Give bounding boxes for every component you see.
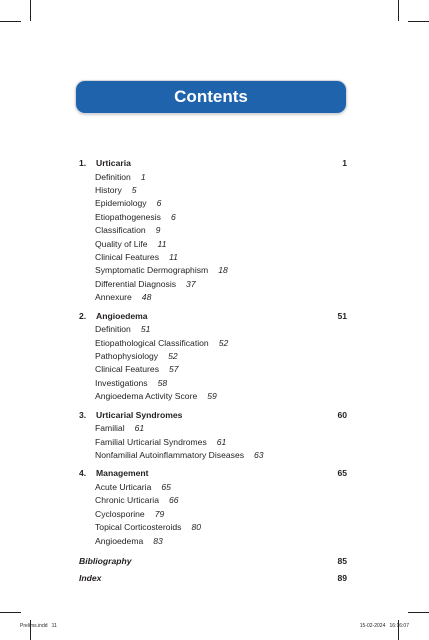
- section-page-number: 52: [218, 337, 229, 348]
- section-page-number: 52: [168, 350, 178, 361]
- section-page-number: 83: [153, 535, 163, 546]
- endmatter-title: Index: [79, 572, 102, 583]
- section-entry[interactable]: [79, 251, 349, 264]
- crop-mark: [408, 612, 429, 613]
- section-page-number: 59: [207, 391, 217, 402]
- section-page-number: 11: [169, 251, 178, 262]
- section-title: Nonfamilial Autoinflammatory Diseases: [95, 449, 245, 460]
- section-entry[interactable]: [79, 494, 349, 507]
- chapter-page-number: 1: [342, 158, 347, 168]
- section-title: Topical Corticosteroids: [95, 522, 182, 533]
- crop-mark: [408, 21, 429, 22]
- chapter-number: 1.: [79, 158, 87, 168]
- chapter-title: Angioedema: [96, 310, 148, 321]
- section-entry[interactable]: [79, 337, 349, 350]
- chapter-title: Urticaria: [96, 158, 131, 168]
- endmatter-entry[interactable]: [79, 570, 349, 587]
- section-title: Symptomatic Dermographism: [95, 265, 209, 276]
- chapter-page-number: 65: [337, 468, 347, 479]
- section-entry[interactable]: [79, 211, 349, 224]
- section-title: Clinical Features: [95, 364, 159, 375]
- section-title: Cyclosporine: [95, 508, 145, 519]
- section-entry[interactable]: [79, 350, 349, 363]
- chapter-page-number: 60: [337, 409, 347, 420]
- section-entry[interactable]: [79, 197, 349, 210]
- section-title: Definition: [95, 324, 131, 335]
- crop-mark: [398, 0, 399, 21]
- section-title: Definition: [95, 171, 131, 182]
- section-entry[interactable]: [79, 291, 349, 304]
- section-entry[interactable]: [79, 278, 349, 291]
- chapter-title: Management: [96, 468, 149, 479]
- section-page-number: 79: [154, 508, 165, 519]
- section-entry[interactable]: [79, 323, 349, 336]
- endmatter-page-number: 89: [337, 572, 347, 583]
- section-entry[interactable]: [79, 436, 349, 449]
- chapter-number: 2.: [79, 310, 87, 321]
- footer-timestamp: 15-02-2024 16:16:07: [359, 623, 409, 629]
- section-page-number: 11: [157, 238, 167, 249]
- section-title: Classification: [95, 225, 146, 236]
- section-page-number: 57: [169, 364, 179, 375]
- section-page-number: 66: [169, 495, 179, 506]
- chapter-page-number: 51: [337, 310, 347, 321]
- section-page-number: 1: [140, 171, 146, 182]
- section-entry[interactable]: [79, 521, 349, 534]
- crop-mark: [0, 612, 21, 613]
- section-title: Familial: [95, 423, 125, 434]
- endmatter-page-number: 85: [337, 556, 347, 567]
- section-entry[interactable]: [79, 390, 349, 403]
- section-title: Etiopathological Classification: [95, 337, 209, 348]
- section-page-number: 37: [186, 278, 196, 289]
- section-page-number: 61: [134, 423, 145, 434]
- section-entry[interactable]: [79, 449, 349, 462]
- crop-mark: [30, 0, 31, 21]
- section-entry[interactable]: [79, 171, 349, 184]
- table-of-contents: [79, 157, 349, 587]
- section-title: Angioedema Activity Score: [95, 391, 198, 402]
- section-entry[interactable]: [79, 535, 349, 548]
- section-title: Familial Urticarial Syndromes: [95, 436, 207, 447]
- section-page-number: 58: [157, 377, 168, 388]
- section-title: Clinical Features: [95, 251, 159, 262]
- footer-file-info: Prelims.indd 11: [20, 623, 57, 629]
- section-entry[interactable]: [79, 224, 349, 237]
- chapter-entry[interactable]: [79, 157, 349, 170]
- section-entry[interactable]: [79, 377, 349, 390]
- section-page-number: 5: [131, 184, 137, 195]
- section-entry[interactable]: [79, 238, 349, 251]
- crop-mark: [0, 21, 21, 22]
- chapter-number: 4.: [79, 468, 87, 479]
- chapter-number: 3.: [79, 409, 87, 420]
- section-entry[interactable]: [79, 264, 349, 277]
- section-entry[interactable]: [79, 481, 349, 494]
- section-title: Acute Urticaria: [95, 482, 152, 493]
- section-page-number: 6: [156, 198, 162, 209]
- section-title: History: [95, 184, 122, 195]
- section-entry[interactable]: [79, 363, 349, 376]
- section-entry[interactable]: [79, 184, 349, 197]
- section-entry[interactable]: [79, 422, 349, 435]
- section-title: Quality of Life: [95, 238, 148, 249]
- section-title: Pathophysiology: [95, 350, 159, 361]
- section-title: Chronic Urticaria: [95, 495, 159, 506]
- section-title: Etiopathogenesis: [95, 211, 161, 222]
- chapter-entry[interactable]: [79, 409, 349, 422]
- chapter-title: Urticarial Syndromes: [96, 409, 183, 420]
- chapter-entry[interactable]: [79, 310, 349, 323]
- section-entry[interactable]: [79, 508, 349, 521]
- section-title: Differential Diagnosis: [95, 278, 177, 289]
- chapter-entry[interactable]: [79, 467, 349, 480]
- section-title: Epidemiology: [95, 198, 147, 209]
- page-title: Contents: [174, 87, 248, 106]
- contents-banner: [76, 81, 346, 113]
- section-page-number: 65: [161, 482, 171, 493]
- section-page-number: 63: [254, 449, 264, 460]
- section-title: Angioedema: [95, 535, 144, 546]
- section-title: Investigations: [95, 377, 148, 388]
- section-page-number: 9: [155, 225, 161, 236]
- section-page-number: 80: [191, 522, 202, 533]
- endmatter-entry[interactable]: [79, 553, 349, 570]
- section-page-number: 48: [141, 292, 152, 303]
- section-page-number: 18: [218, 265, 228, 276]
- endmatter-title: Bibliography: [79, 556, 132, 567]
- section-page-number: 61: [216, 436, 227, 447]
- section-page-number: 51: [140, 324, 151, 335]
- section-page-number: 6: [170, 211, 176, 222]
- section-title: Annexure: [95, 292, 132, 303]
